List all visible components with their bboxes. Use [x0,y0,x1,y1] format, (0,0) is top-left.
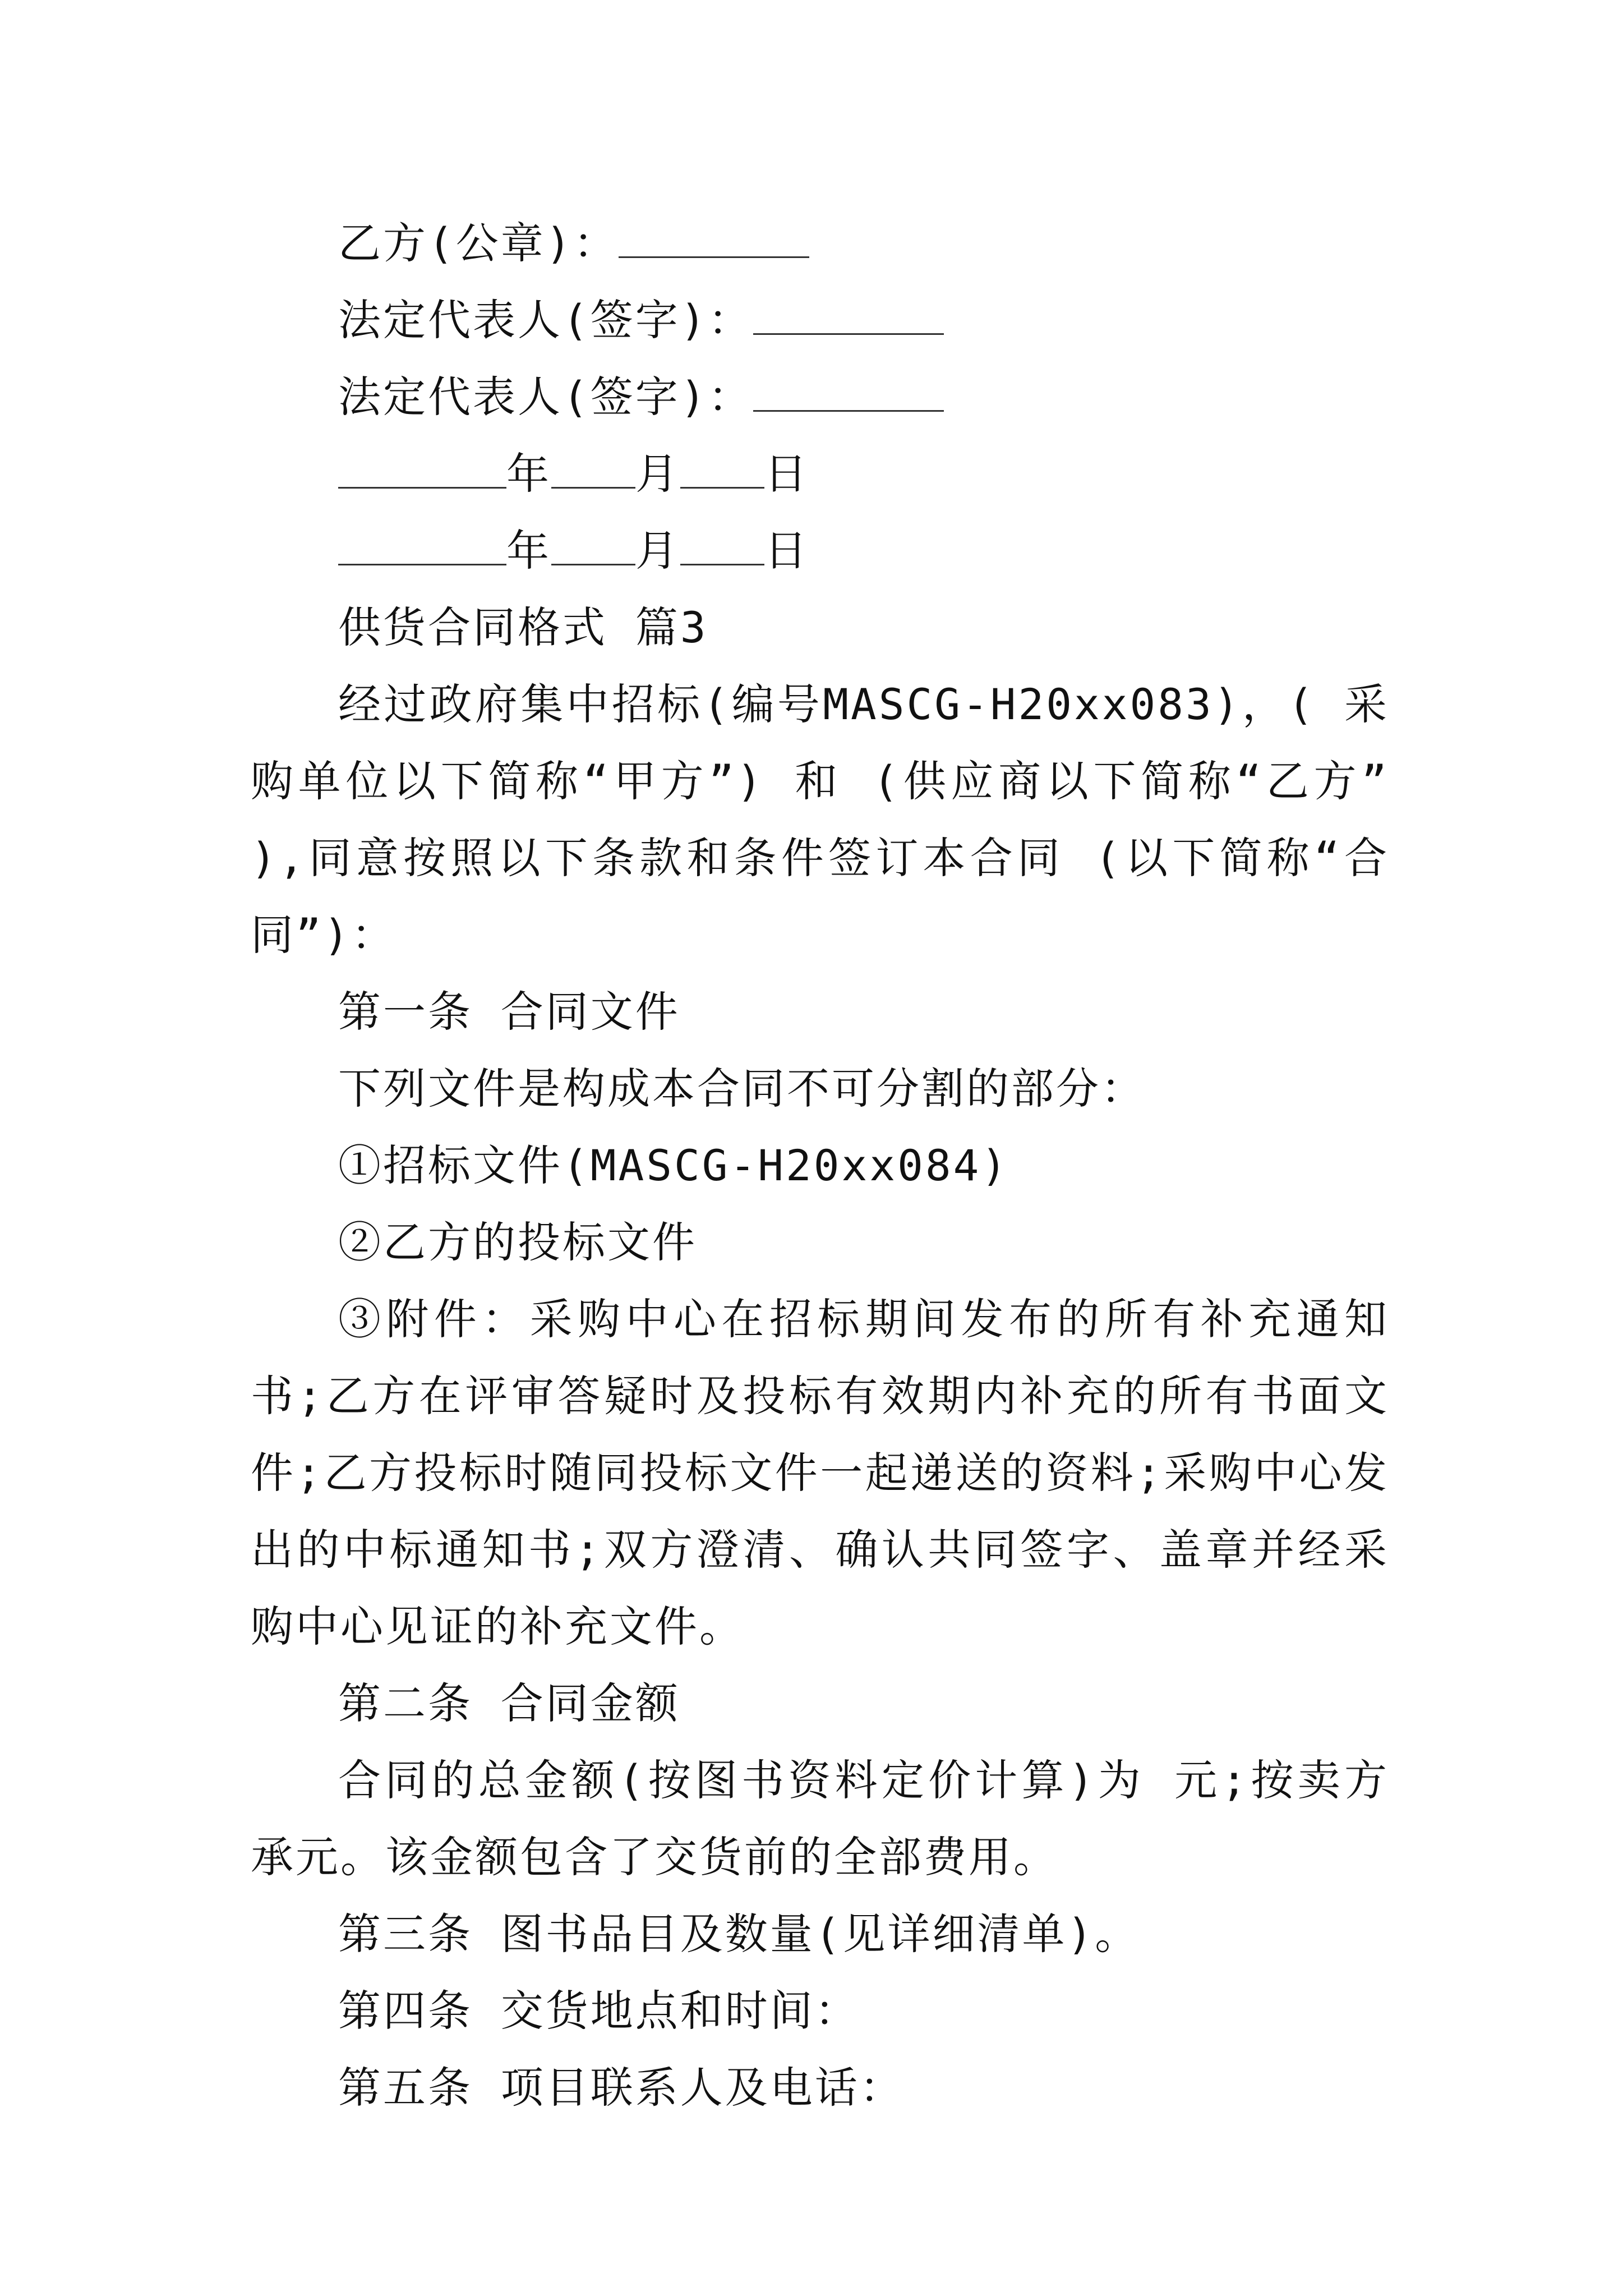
legal-rep-blank-1 [753,294,944,335]
date-line-2 [251,512,1389,589]
document-body [251,205,1389,2126]
day-label: 日 [764,526,809,576]
year-label: 年 [506,526,551,576]
month-label: 月 [635,526,680,576]
month-blank [551,448,635,489]
day-blank [680,448,764,489]
day-blank [680,524,764,565]
article1-item3: ③附件：采购中心在招标期间发布的所有补充通知书;乙方在评审答疑时及投标有效期内补充的所有书面文件;乙方投标时随同投标文件一起递送的资料;采购中心发出的中标通知书;双方澄清、确认共同签字、盖章并经采购中心见证的补充文件。 [251,1294,1389,1651]
section-title: 供货合同格式 篇3 [338,602,708,652]
legal-rep-label-2: 法定代表人(签字)： [338,372,753,422]
legal-rep-line-2 [251,358,1389,435]
article1-title: 第一条 合同文件 [338,987,680,1037]
article1-item1: ①招标文件(MASCG-H20xx084) [338,1140,1009,1190]
month-blank [551,524,635,565]
intro-paragraph: 经过政府集中招标(编号MASCG-H20xx083)，( 采购单位以下简称“甲方”) 和 (供应商以下简称“乙方” ),同意按照以下条款和条件签订本合同 (以下简称“合同”)： [251,679,1389,960]
article2-body: 合同的总金额(按图书资料定价计算)为 元;按卖方承元。该金额包含了交货前的全部费用。 [251,1755,1389,1882]
party-b-seal-label: 乙方(公章)： [338,218,619,268]
legal-rep-line-1 [251,282,1389,358]
legal-rep-blank-2 [753,371,944,412]
article3-line: 第三条 图书品目及数量(见详细清单)。 [338,1909,1140,1959]
article2-title: 第二条 合同金额 [338,1678,680,1728]
article5-line: 第五条 项目联系人及电话： [338,2063,905,2113]
day-label: 日 [764,449,809,499]
year-blank [338,524,506,565]
date-line-1 [251,435,1389,512]
article4-line: 第四条 交货地点和时间： [338,1986,860,2036]
legal-rep-label-1: 法定代表人(签字)： [338,295,753,345]
article1-item2: ②乙方的投标文件 [338,1217,697,1267]
article1-lead: 下列文件是构成本合同不可分割的部分： [338,1064,1146,1114]
party-b-seal-line [251,205,1389,282]
year-blank [338,448,506,489]
month-label: 月 [635,449,680,499]
party-b-seal-blank [619,217,809,258]
year-label: 年 [506,449,551,499]
